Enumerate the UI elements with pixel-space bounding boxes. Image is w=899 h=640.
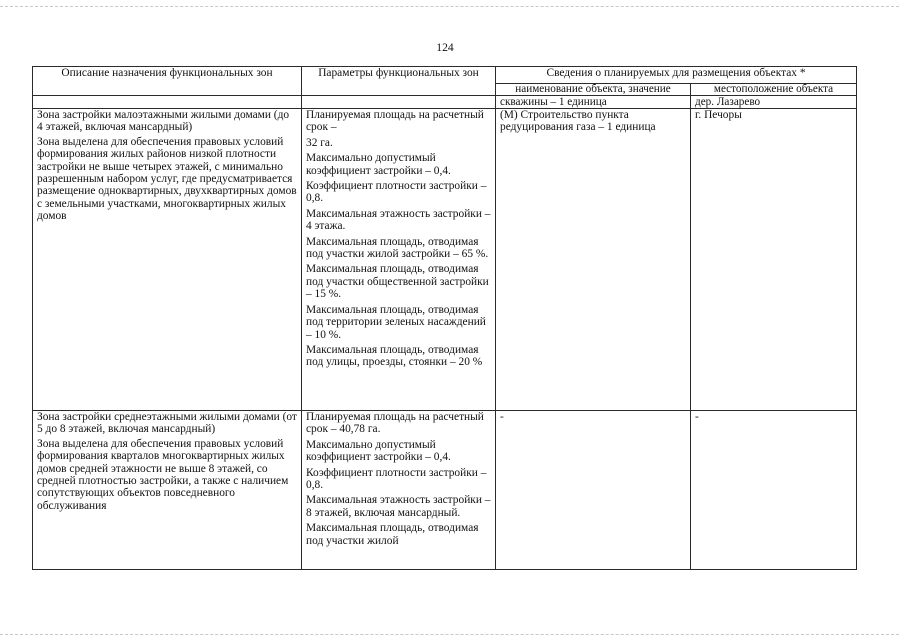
- header-description: Описание назначения функциональных зон: [33, 67, 302, 96]
- continuation-row: [33, 96, 857, 109]
- header-location: местоположение объекта: [691, 84, 857, 96]
- header-planned-objects: Сведения о планируемых для размещения объектах *: [496, 67, 857, 84]
- continuation-location: дер. Лазарево: [691, 96, 857, 109]
- parameter-item: Максимальная площадь, отводимая под участки общественной застройки – 15 %.: [306, 263, 489, 301]
- parameter-item: Коэффициент плотности застройки – 0,8.: [306, 466, 487, 492]
- parameter-item: Максимальная этажность застройки – 8 этажей, включая мансардный.: [306, 494, 491, 519]
- continuation-name-value: скважины – 1 единица: [496, 96, 691, 109]
- table-row: [33, 411, 857, 570]
- object-location-cell: г. Печоры: [691, 109, 857, 411]
- functional-zones-table: [32, 66, 857, 570]
- continuation-parameters: [302, 96, 496, 109]
- zone-text: Зона выделена для обеспечения правовых условий формирования кварталов многоквартирных жилых домов средней этажности не выше 8 этажей, со средней плотностью застройки, а также с наличием сопутствующих объектов повседневного обслуживания: [37, 437, 289, 512]
- header-parameters: Параметры функциональных зон: [302, 67, 496, 96]
- parameter-item: Максимально допустимый коэффициент застройки – 0,4.: [306, 438, 451, 464]
- scan-edge-bottom: [0, 634, 899, 635]
- zone-parameters-cell: [302, 109, 496, 411]
- parameter-item: 32 га.: [306, 136, 333, 149]
- scan-edge-top: [0, 6, 899, 7]
- parameter-item: Коэффициент плотности застройки – 0,8.: [306, 180, 487, 205]
- continuation-description: [33, 96, 302, 109]
- parameter-item: Максимально допустимый коэффициент застройки – 0,4.: [306, 152, 451, 177]
- parameter-item: Планируемая площадь на расчетный срок – 40,78 га.: [306, 411, 484, 436]
- parameter-item: Максимальная площадь, отводимая под участки жилой: [306, 522, 479, 547]
- object-name-value-cell: -: [496, 411, 691, 570]
- zone-description-cell: [33, 109, 302, 411]
- zone-description-cell: [33, 411, 302, 570]
- object-location-cell: -: [691, 411, 857, 570]
- parameter-item: Максимальная площадь, отводимая под территории зеленых насаждений – 10 %.: [306, 303, 486, 341]
- page-number: 124: [436, 41, 454, 54]
- parameter-item: Максимальная площадь, отводимая под улицы, проезды, стоянки – 20 %: [306, 343, 483, 369]
- zone-title: Зона застройки малоэтажными жилыми домами (до 4 этажей, включая мансардный): [37, 109, 290, 134]
- header-name-value: наименование объекта, значение: [496, 84, 691, 96]
- parameter-item: Планируемая площадь на расчетный срок –: [306, 109, 484, 134]
- table-row: [33, 109, 857, 411]
- zone-parameters-cell: [302, 411, 496, 570]
- header-row: [33, 67, 857, 84]
- zone-title: Зона застройки среднеэтажными жилыми домами (от 5 до 8 этажей, включая мансардный): [37, 411, 297, 436]
- parameter-item: Максимальная площадь, отводимая под участки жилой застройки – 65 %.: [306, 235, 489, 261]
- parameter-item: Максимальная этажность застройки – 4 этажа.: [306, 207, 491, 233]
- object-name-value-cell: (М) Строительство пункта редуцирования газа – 1 единица: [496, 109, 691, 411]
- zone-text: Зона выделена для обеспечения правовых условий формирования жилых районов низкой плотности застройки не выше четырех этажей, с минимально разрешенным набором услуг, где предусматривается размещение одноквартирных, двухквартирных домов с земельными участками, многоквартирных жилых домов: [37, 135, 297, 223]
